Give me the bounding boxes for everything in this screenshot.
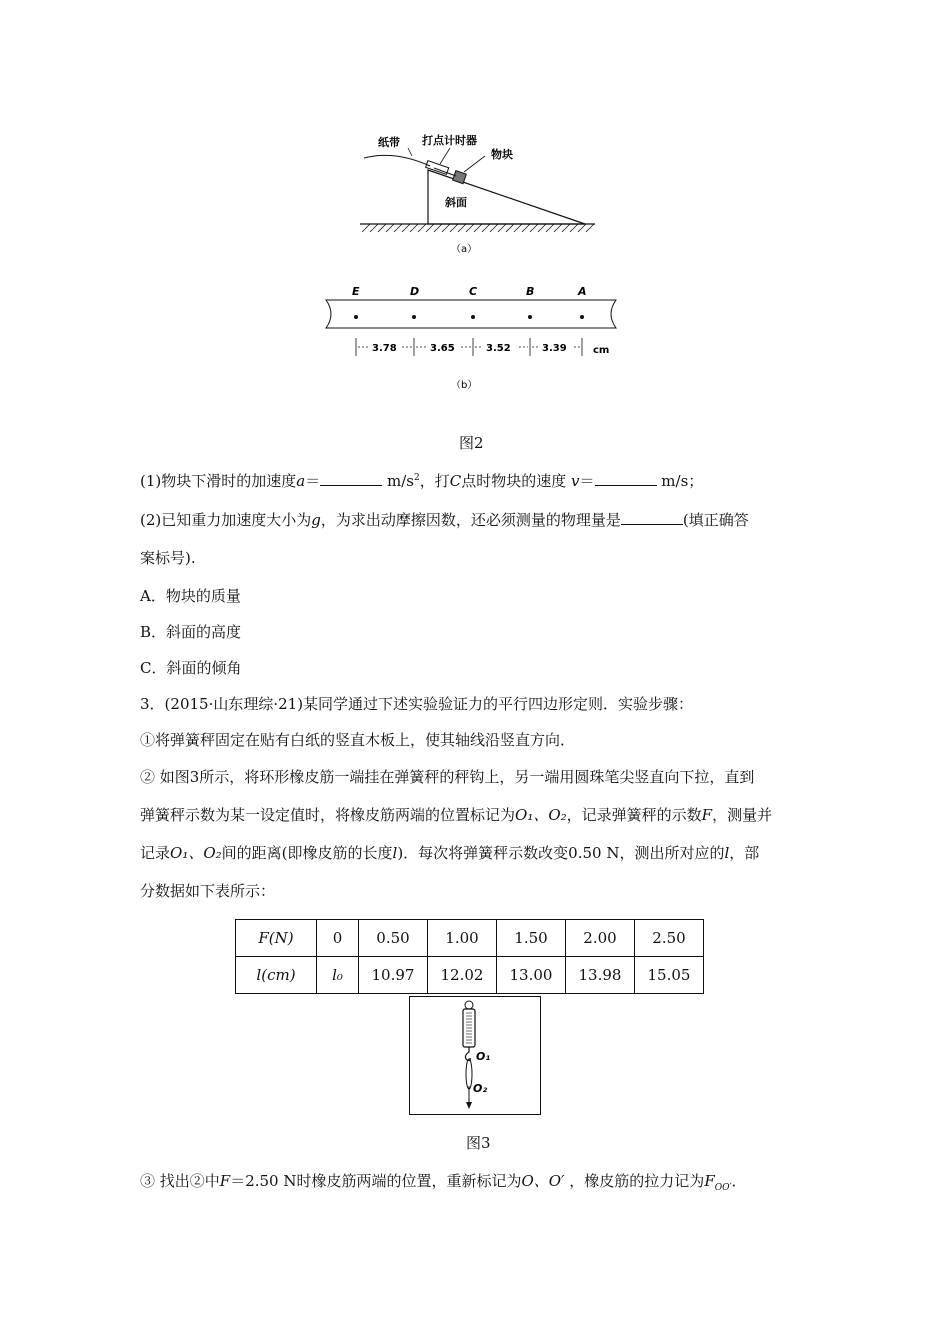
table-cell: 1.50: [497, 920, 566, 957]
caption-b: （b）: [451, 380, 478, 391]
label-timer: 打点计时器: [422, 134, 477, 147]
label-o2: O₂: [473, 1082, 488, 1095]
label-tape: 纸带: [378, 136, 400, 149]
data-table: [235, 919, 704, 994]
question-2: (2)已知重力加速度大小为g，为求出动摩擦因数，还必须测量的物理量是 (填正确答: [140, 511, 749, 529]
rubber-band: [466, 1059, 472, 1089]
caption-a: （a）: [451, 244, 478, 255]
point-label-b: B: [526, 285, 535, 298]
figure-3-spring-scale: [409, 996, 541, 1116]
table-cell: 13.98: [566, 957, 635, 994]
problem-3-title: 3．(2015·山东理综·21)某同学通过下述实验验证力的平行四边形定则．实验步骤：: [140, 695, 694, 713]
table-cell: 2.50: [635, 920, 704, 957]
table-header-l: l(cm): [236, 957, 317, 994]
distance-ed: 3.78: [372, 343, 397, 354]
table-row: [236, 920, 704, 957]
table-cell: 13.00: [497, 957, 566, 994]
problem-3-step2-l4: 分数据如下表所示：: [140, 882, 276, 900]
table-cell: 2.00: [566, 920, 635, 957]
problem-3-step2-l1: ② 如图3所示，将环形橡皮筋一端挂在弹簧秤的秤钩上，另一端用圆珠笔尖竖直向下拉，直到: [140, 768, 755, 786]
dot-b: [528, 315, 532, 319]
ground-hatch: [362, 224, 594, 232]
answer-blank-a[interactable]: [320, 473, 382, 486]
dot-c: [471, 315, 475, 319]
distance-unit: cm: [593, 345, 610, 356]
tape-points: [354, 315, 584, 319]
figure-3-caption: 图3: [466, 1134, 491, 1152]
distance-cb: 3.52: [486, 343, 511, 354]
problem-3-step1: ①将弹簧秤固定在贴有白纸的竖直木板上，使其轴线沿竖直方向．: [140, 731, 576, 749]
table-cell: 12.02: [428, 957, 497, 994]
distance-dc: 3.65: [430, 343, 455, 354]
table-header-f: F(N): [236, 920, 317, 957]
table-cell: 0: [317, 920, 359, 957]
figure-b-tape: [320, 280, 630, 395]
label-o1: O₁: [476, 1050, 491, 1063]
scale-ring: [465, 1001, 473, 1009]
figure-2-caption: 图2: [459, 434, 484, 452]
label-block: 物块: [491, 148, 513, 161]
answer-blank-q2[interactable]: [621, 512, 683, 525]
point-label-a: A: [578, 285, 587, 298]
dot-a: [580, 315, 584, 319]
block: [453, 171, 467, 184]
problem-3-step3: ③ 找出②中F＝2.50 N时橡皮筋两端的位置，重新标记为O、O′ ，橡皮筋的拉力记为$F_{OO'}$．: [140, 1172, 747, 1193]
table-cell: l₀: [317, 957, 359, 994]
question-1: (1)物块下滑时的加速度$a= m/s^2$，打C点时物块的速度 v＝ m/s；: [140, 472, 704, 490]
table-cell: 10.97: [359, 957, 428, 994]
point-label-d: D: [410, 285, 420, 298]
figure-a-incline: [350, 128, 600, 263]
table-cell: 15.05: [635, 957, 704, 994]
dot-e: [354, 315, 358, 319]
answer-blank-v[interactable]: [595, 473, 657, 486]
problem-3-step2-l3: 记录O₁、O₂间的距离(即橡皮筋的长度l)．每次将弹簧秤示数改变0.50 N，测出所对应的l，部: [140, 844, 760, 862]
point-label-c: C: [469, 285, 478, 298]
table-cell: 1.00: [428, 920, 497, 957]
label-incline: 斜面: [445, 196, 467, 209]
option-b: B．斜面的高度: [140, 623, 242, 641]
option-c: C．斜面的倾角: [140, 659, 242, 677]
dot-d: [412, 315, 416, 319]
question-2-cont: 案标号).: [140, 549, 196, 567]
distance-ba: 3.39: [542, 343, 567, 354]
table-row: [236, 957, 704, 994]
option-a: A．物块的质量: [140, 587, 241, 605]
table-cell: 0.50: [359, 920, 428, 957]
paper-tape: [364, 155, 430, 166]
point-label-e: E: [352, 285, 360, 298]
problem-3-step2-l2: 弹簧秤示数为某一设定值时，将橡皮筋两端的位置标记为O₁、O₂，记录弹簧秤的示数F，测量并: [140, 806, 773, 824]
tape-outline: [326, 300, 616, 328]
